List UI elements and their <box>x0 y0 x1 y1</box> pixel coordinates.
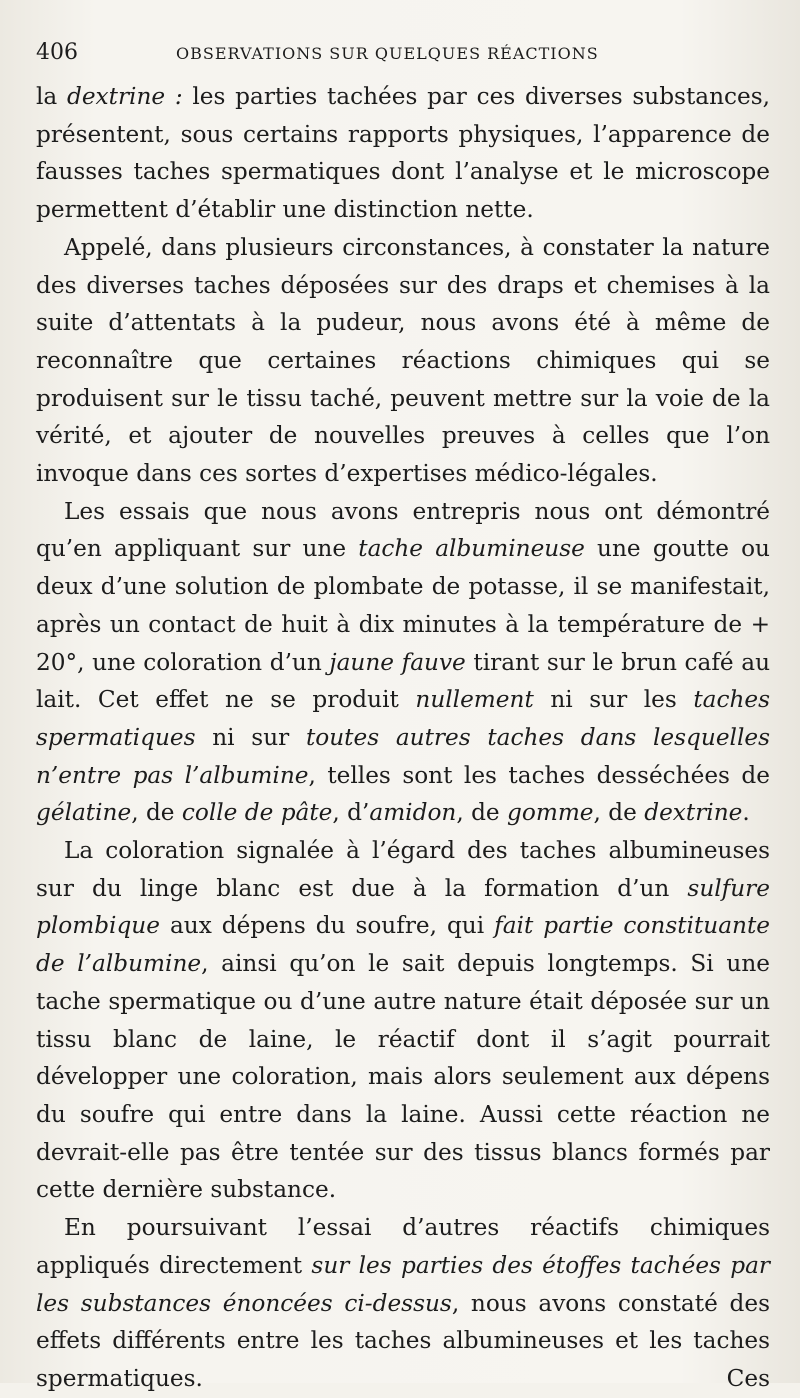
text-run: aux dépens du soufre, qui <box>159 912 495 940</box>
body-text <box>36 78 770 1398</box>
text-run: ni sur les <box>533 686 694 714</box>
italic-text: jaune fauve <box>329 648 466 676</box>
text-run: la <box>36 83 67 110</box>
paragraph <box>36 832 770 1209</box>
text-run: , ainsi qu’on le sait depuis longtemps. Si une tache spermatique ou d’une autre nature était déposée sur un tissu blanc de laine, le réactif dont il s’agit pourrait développer une coloration, mais alors seulement aux dépens du soufre qui entre dans la laine. Aussi cette réaction ne devrait-elle pas être tentée sur des tissus blancs formés par cette dernière substance. <box>36 950 770 1204</box>
text-run: ni sur <box>195 723 306 751</box>
text-run: , de <box>131 799 182 827</box>
paragraph <box>36 229 770 493</box>
italic-text: gélatine <box>36 799 132 827</box>
text-run: En poursuivant l’essai d’autres réactifs chimiques appliqués directement <box>36 1214 770 1279</box>
italic-text: tache albumineuse <box>358 535 585 563</box>
text-run: , d’ <box>332 799 370 827</box>
running-head: OBSERVATIONS SUR QUELQUES RÉACTIONS <box>176 44 599 63</box>
italic-text: sulfure plombique <box>36 874 770 940</box>
text-run: Les essais que nous avons entrepris nous ont démontré qu’en appliquant sur une <box>36 497 770 563</box>
italic-text: toutes autres taches dans lesquelles n’entre pas l’albumine <box>36 723 770 789</box>
text-run: Appelé, dans plusieurs circonstances, à constater la nature des diverses taches déposées sur des draps et chemises à la suite d’attentats à la pudeur, nous avons été à même de reconnaître que certaines réactions chimiques qui se produisent sur le tissu taché, peuvent mettre sur la voie de la vérité, et ajouter de nouvelles preuves à celles que l’on invoque dans ces sortes d’expertises médico-légales. <box>36 233 770 488</box>
italic-text: nullement <box>415 686 534 714</box>
italic-text: dextrine : <box>66 83 183 110</box>
text-run: La coloration signalée à l’égard des taches albumineuses sur du linge blanc est due à la formation d’un <box>36 837 770 902</box>
text-run: . <box>742 799 750 827</box>
text-run: les parties tachées par ces diverses substances, présentent, sous certains rapports physiques, l’apparence de fausses taches spermatiques dont l’analyse et le microscope permettent d’établir une distinction nette. <box>36 83 770 224</box>
paragraph <box>36 493 770 832</box>
text-run: , telles sont les taches desséchées de <box>308 761 770 789</box>
page-header <box>36 40 770 74</box>
text-run: tirant sur le brun café au lait. Cet effet ne se produit <box>36 648 771 714</box>
paragraph <box>36 78 770 229</box>
italic-text: sur les parties des étoffes tachées par les substances énoncées ci-dessus <box>36 1251 770 1317</box>
paragraph <box>36 1209 770 1398</box>
italic-text: dextrine <box>644 799 743 827</box>
italic-text: fait partie constituante de l’albumine <box>36 912 771 978</box>
italic-text: taches spermatiques <box>36 686 770 751</box>
text-run: , de <box>593 799 645 827</box>
text-run: , nous avons constaté des effets différents entre les taches albumineuses et les taches spermatiques. Ces <box>36 1289 770 1392</box>
italic-text: colle de pâte <box>181 799 333 827</box>
italic-text: amidon <box>369 799 457 827</box>
italic-text: gomme <box>507 799 594 827</box>
text-run: une goutte ou deux d’une solution de plombate de potasse, il se manifestait, après un contact de huit à dix minutes à la température de + 20°, une coloration d’un <box>36 535 770 676</box>
text-run: , de <box>456 799 508 827</box>
page-number: 406 <box>36 40 78 65</box>
